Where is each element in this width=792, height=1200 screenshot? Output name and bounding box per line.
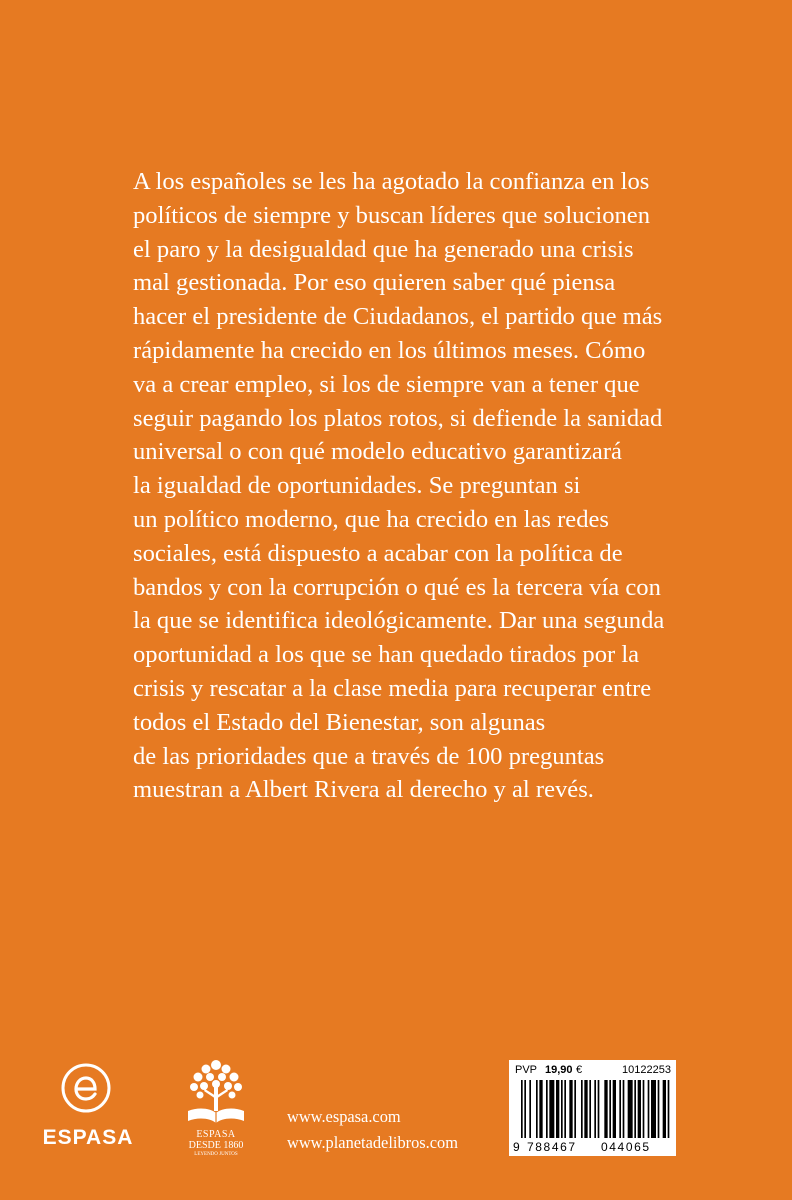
blurb-line: mal gestionada. Por eso quieren saber qué piensa: [133, 269, 616, 297]
blurb-line: el paro y la desigualdad que ha generado una crisis: [133, 235, 634, 263]
price-row: [513, 1062, 673, 1078]
blurb-line: muestran a Albert Rivera al derecho y al revés.: [133, 776, 594, 804]
isbn-group-1: 788467: [527, 1140, 577, 1154]
pvp-currency: €: [576, 1064, 583, 1076]
isbn-lead-digit: 9: [513, 1140, 520, 1154]
blurb-line: un político moderno, que ha crecido en las redes: [133, 505, 609, 533]
blurb-line: seguir pagando los platos rotos, si defiende la sanidad: [133, 404, 663, 432]
tree-logo-motto: LEYENDO JUNTOS: [194, 1152, 238, 1157]
blurb-line: bandos y con la corrupción o qué es la tercera vía con: [133, 573, 661, 601]
blurb-line: hacer el presidente de Ciudadanos, el partido que más: [133, 303, 663, 331]
pvp-price: 19,90: [545, 1064, 573, 1076]
espasa-logo: [38, 1062, 138, 1158]
isbn-digits: [511, 1139, 674, 1155]
tree-logo-name: ESPASA: [196, 1129, 236, 1140]
blurb-line: universal o con qué modelo educativo garantizará: [133, 438, 622, 466]
blurb-line: oportunidad a los que se han quedado tirados por la: [133, 641, 640, 669]
espasa-e-icon: [60, 1062, 112, 1114]
blurb-line: sociales, está dispuesto a acabar con la política de: [133, 539, 623, 567]
tree-logo-since: DESDE 1860: [188, 1140, 244, 1151]
blurb-line: políticos de siempre y buscan líderes que solucionen: [133, 201, 651, 229]
blurb-line: todos el Estado del Bienestar, son algunas: [133, 708, 546, 736]
blurb-line: la igualdad de oportunidades. Se preguntan si: [133, 472, 581, 500]
blurb-line: de las prioridades que a través de 100 preguntas: [133, 742, 605, 770]
planetadelibros-website-link[interactable]: www.planetadelibros.com: [287, 1133, 458, 1152]
blurb-line: crisis y rescatar a la clase media para recuperar entre: [133, 674, 652, 702]
blurb-line: A los españoles se les ha agotado la confianza en los: [133, 168, 650, 195]
espasa-tree-logo: [180, 1055, 252, 1161]
barcode-bars: [521, 1080, 671, 1138]
blurb-line: rápidamente ha crecido en los últimos meses. Cómo: [133, 336, 646, 364]
barcode-label: [509, 1060, 676, 1156]
espasa-wordmark: ESPASA: [42, 1126, 134, 1149]
blurb-line: la que se identifica ideológicamente. Dar una segunda: [133, 607, 665, 635]
back-cover-blurb: [133, 165, 693, 807]
reference-code: 10122253: [622, 1064, 671, 1076]
blurb-line: va a crear empleo, si los de siempre van a tener que: [133, 370, 640, 398]
isbn-group-2: 044065: [601, 1140, 651, 1154]
espasa-website-link[interactable]: www.espasa.com: [287, 1107, 401, 1126]
tree-book-icon: [184, 1055, 248, 1129]
pvp-label: PVP: [515, 1064, 538, 1076]
